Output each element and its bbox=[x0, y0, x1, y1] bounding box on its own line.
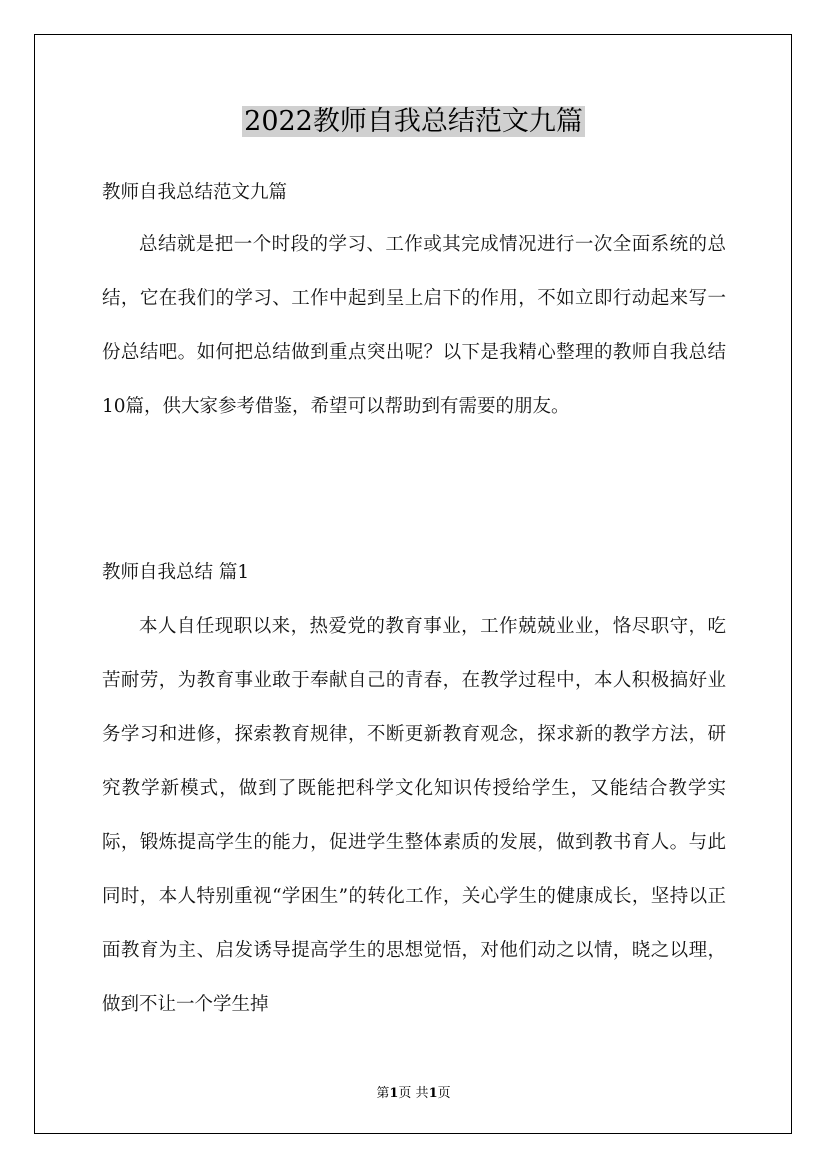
footer-page-total: 1 bbox=[428, 1086, 438, 1101]
document-title-text: 2022教师自我总结范文九篇 bbox=[244, 106, 583, 137]
section-paragraph: 本人自任现职以来，热爱党的教育事业，工作兢兢业业，恪尽职守，吃苦耐劳，为教育事业敢于奉献自己的青春，在教学过程中，本人积极搞好业务学习和进修，探索教育规律，不断更新教育观念，探求新的教学方法，研究教学新模式，做到了既能把科学文化知识传授给学生，又能结合教学实际，锻炼提高学生的能力，促进学生整体素质的发展，做到教书育人。与此同时，本人特别重视“学困生”的转化工作，关心学生的健康成长，坚持以正面教育为主、启发诱导提高学生的思想觉悟，对他们动之以情，晓之以理，做到不让一个学生掉 bbox=[102, 616, 726, 1015]
section-heading: 教师自我总结 篇1 bbox=[102, 562, 250, 583]
intro-paragraph: 总结就是把一个时段的学习、工作或其完成情况进行一次全面系统的总结，它在我们的学习、工作中起到呈上启下的作用，不如立即行动起来写一份总结吧。如何把总结做到重点突出呢？以下是我精心整理的教师自我总结10篇，供大家参考借鉴，希望可以帮助到有需要的朋友。 bbox=[102, 234, 726, 417]
footer-mid: 页 共 bbox=[398, 1086, 429, 1101]
page-footer bbox=[0, 1082, 827, 1101]
footer-suffix: 页 bbox=[437, 1086, 451, 1101]
intro-heading: 教师自我总结范文九篇 bbox=[102, 182, 288, 203]
footer-page-number: 1 bbox=[389, 1086, 399, 1101]
footer-prefix: 第 bbox=[376, 1086, 390, 1101]
document-title bbox=[0, 102, 827, 142]
